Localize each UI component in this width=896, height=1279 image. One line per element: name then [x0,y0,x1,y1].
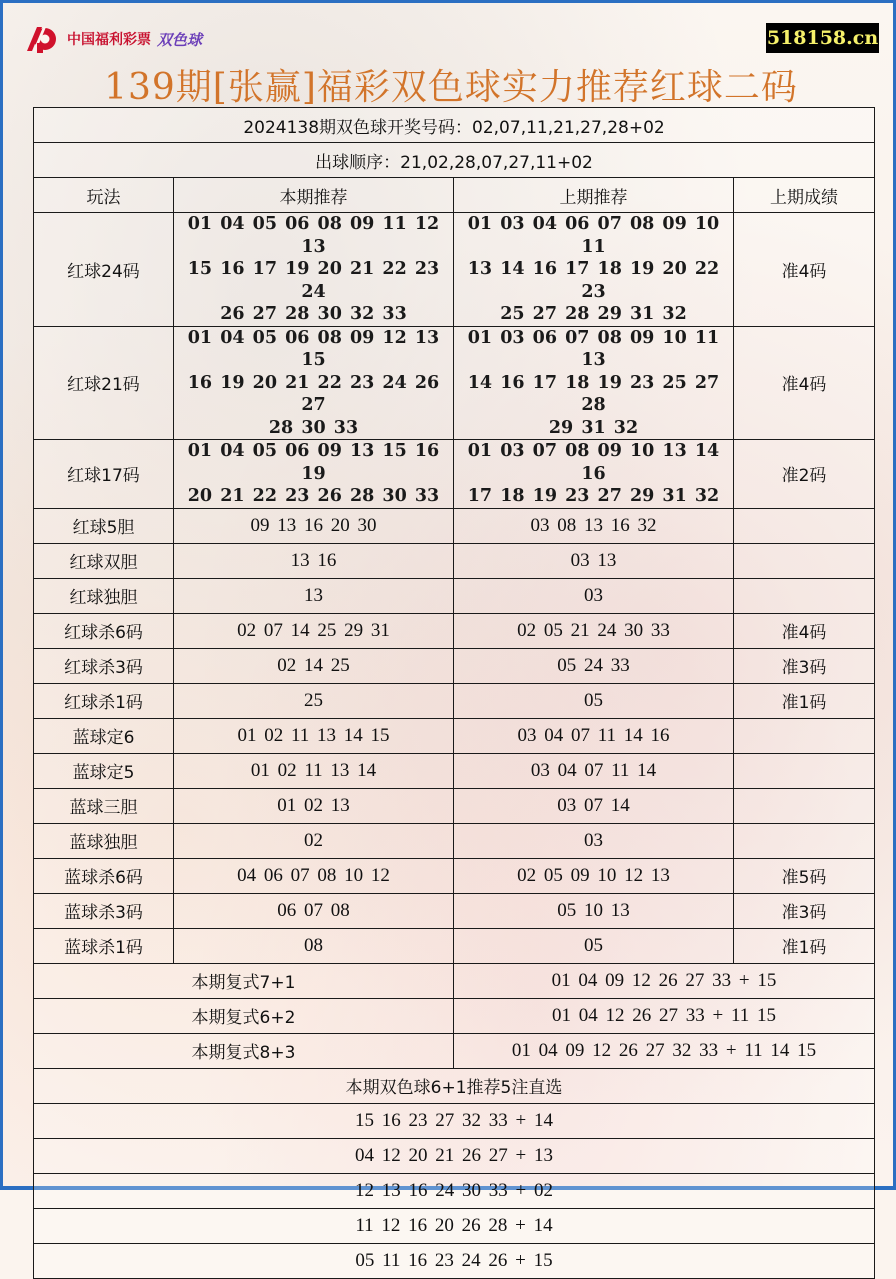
previous-result [734,718,875,753]
play-type: 蓝球杀6码 [34,858,174,893]
lottery-logo [23,23,202,55]
table-row [34,823,875,858]
current-numbers [174,440,454,509]
number-line: 13 14 16 17 18 19 20 22 23 [467,259,720,302]
play-type: 红球24码 [34,213,174,327]
pick-row [34,1243,875,1278]
number-line: 01 04 05 06 08 09 11 12 13 [187,214,440,257]
previous-result: 准3码 [734,893,875,928]
play-type: 红球双胆 [34,543,174,578]
play-type: 蓝球独胆 [34,823,174,858]
current-numbers: 13 16 [174,543,454,578]
logo-game-name: 双色球 [157,30,203,49]
play-type: 蓝球定6 [34,718,174,753]
number-line: 01 03 04 06 07 08 09 10 11 [467,214,720,257]
table-header-row [34,178,875,213]
previous-result: 准4码 [734,613,875,648]
number-line: 17 18 19 23 27 29 31 32 [467,486,720,506]
previous-result: 准1码 [734,928,875,963]
current-numbers: 01 02 11 13 14 15 [174,718,454,753]
current-numbers: 25 [174,683,454,718]
draw-order: 出球顺序：21,02,28,07,27,11+02 [34,143,875,178]
previous-numbers: 02 05 09 10 12 13 [454,858,734,893]
compound-row [34,963,875,998]
previous-result: 准3码 [734,648,875,683]
welfare-lottery-logo-icon [23,23,63,55]
current-numbers: 02 14 25 [174,648,454,683]
number-line: 01 04 05 06 09 13 15 16 19 [187,441,440,484]
column-header-result: 上期成绩 [734,178,875,213]
play-type: 蓝球杀1码 [34,928,174,963]
play-type: 红球杀1码 [34,683,174,718]
play-type: 蓝球定5 [34,753,174,788]
number-line: 15 16 17 19 20 21 22 23 24 [187,259,440,302]
previous-result [734,823,875,858]
previous-numbers: 05 [454,683,734,718]
play-type: 红球21码 [34,326,174,440]
previous-numbers: 03 [454,823,734,858]
previous-result: 准4码 [734,326,875,440]
previous-numbers: 03 13 [454,543,734,578]
pick-line: 04 12 20 21 26 27 + 13 [34,1138,875,1173]
previous-numbers: 02 05 21 24 30 33 [454,613,734,648]
compound-row [34,998,875,1033]
pick-row [34,1103,875,1138]
compound-numbers: 01 04 09 12 26 27 33 + 15 [454,963,875,998]
draw-result-row [34,108,875,143]
previous-result [734,543,875,578]
number-line: 26 27 28 30 32 33 [220,304,407,324]
previous-numbers: 03 07 14 [454,788,734,823]
table-row [34,893,875,928]
pick-line: 12 13 16 24 30 33 + 02 [34,1173,875,1208]
number-line: 01 03 06 07 08 09 10 11 13 [467,327,720,370]
previous-numbers: 03 [454,578,734,613]
play-type: 红球独胆 [34,578,174,613]
pick-row [34,1138,875,1173]
number-line: 01 04 05 06 08 09 12 13 15 [187,327,440,370]
compound-label: 本期复式6+2 [34,998,454,1033]
current-numbers: 06 07 08 [174,893,454,928]
current-numbers: 04 06 07 08 10 12 [174,858,454,893]
current-numbers: 09 13 16 20 30 [174,508,454,543]
compound-label: 本期复式8+3 [34,1033,454,1068]
column-header-current: 本期推荐 [174,178,454,213]
table-row [34,613,875,648]
column-header-play: 玩法 [34,178,174,213]
table-row [34,440,875,509]
table-row [34,213,875,327]
picks-heading-row [34,1068,875,1103]
table-row [34,718,875,753]
number-line: 28 30 33 [268,417,359,438]
number-line: 01 03 07 08 09 10 13 14 16 [467,441,720,484]
previous-numbers [454,213,734,327]
table-row [34,753,875,788]
pick-line: 11 12 16 20 26 28 + 14 [34,1208,875,1243]
compound-label: 本期复式7+1 [34,963,454,998]
previous-result [734,788,875,823]
table-row [34,508,875,543]
previous-result: 准1码 [734,683,875,718]
table-row [34,648,875,683]
current-numbers [174,326,454,440]
draw-order-row [34,143,875,178]
previous-result: 准4码 [734,213,875,327]
pick-line: 15 16 23 27 32 33 + 14 [34,1103,875,1138]
table-row [34,928,875,963]
previous-numbers: 03 04 07 11 14 [454,753,734,788]
pick-row [34,1173,875,1208]
current-numbers: 02 07 14 25 29 31 [174,613,454,648]
play-type: 红球5胆 [34,508,174,543]
pick-row [34,1208,875,1243]
table-row [34,578,875,613]
compound-numbers: 01 04 12 26 27 33 + 11 15 [454,998,875,1033]
table-row [34,788,875,823]
recommendation-table [33,107,875,1279]
play-type: 蓝球杀3码 [34,893,174,928]
table-row [34,683,875,718]
compound-numbers: 01 04 09 12 26 27 32 33 + 11 14 15 [454,1033,875,1068]
previous-numbers: 03 04 07 11 14 16 [454,718,734,753]
compound-row [34,1033,875,1068]
picks-heading: 本期双色球6+1推荐5注直选 [34,1068,875,1103]
previous-numbers: 03 08 13 16 32 [454,508,734,543]
current-numbers: 08 [174,928,454,963]
previous-result [734,508,875,543]
number-line: 25 27 28 29 31 32 [500,304,687,324]
previous-result: 准2码 [734,440,875,509]
pick-line: 05 11 16 23 24 26 + 15 [34,1243,875,1278]
logo-text: 中国福利彩票 [67,32,151,48]
play-type: 红球杀6码 [34,613,174,648]
draw-result: 2024138期双色球开奖号码：02,07,11,21,27,28+02 [34,108,875,143]
page-title: 139期[张赢]福彩双色球实力推荐红球二码 [104,67,798,108]
previous-result [734,753,875,788]
previous-result: 准5码 [734,858,875,893]
table-row [34,858,875,893]
table-row [34,326,875,440]
play-type: 红球17码 [34,440,174,509]
number-line: 29 31 32 [548,417,639,438]
previous-numbers: 05 10 13 [454,893,734,928]
current-numbers: 02 [174,823,454,858]
previous-numbers [454,326,734,440]
current-numbers: 13 [174,578,454,613]
current-numbers: 01 02 11 13 14 [174,753,454,788]
column-header-previous: 上期推荐 [454,178,734,213]
current-numbers [174,213,454,327]
previous-numbers: 05 [454,928,734,963]
previous-numbers [454,440,734,509]
table-row [34,543,875,578]
number-line: 20 21 22 23 26 28 30 33 [187,486,440,506]
previous-result [734,578,875,613]
site-badge: 518158.cn [766,23,879,53]
number-line: 16 19 20 21 22 23 24 26 27 [187,372,440,415]
play-type: 红球杀3码 [34,648,174,683]
number-line: 14 16 17 18 19 23 25 27 28 [467,372,720,415]
play-type: 蓝球三胆 [34,788,174,823]
current-numbers: 01 02 13 [174,788,454,823]
previous-numbers: 05 24 33 [454,648,734,683]
